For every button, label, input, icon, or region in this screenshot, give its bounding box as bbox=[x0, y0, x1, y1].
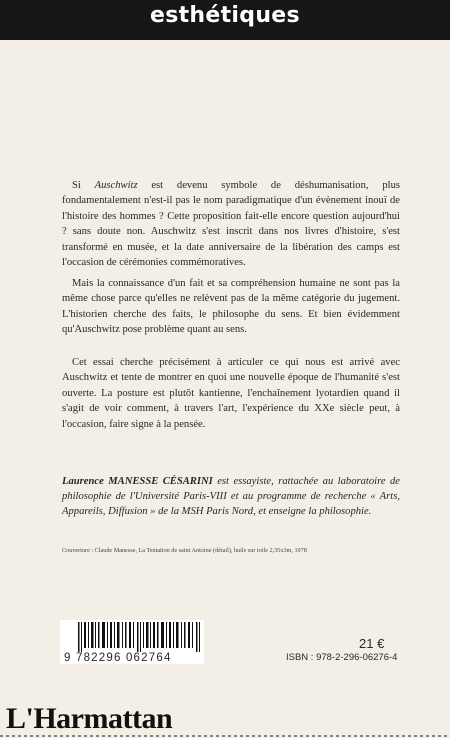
author-description: est essayiste, rattachée au laboratoire de philosophie de l'Université Paris-VIII et au programme de recherche « Arts, Appareils, Diffusion » de la MSH Paris Nord, et enseigne la philosophie. bbox=[62, 476, 400, 518]
barcode-icon bbox=[78, 622, 202, 652]
series-banner bbox=[0, 0, 450, 40]
paragraph-1 bbox=[62, 178, 400, 270]
barcode-number: 9 782296 062764 bbox=[64, 652, 204, 664]
series-title: esthétiques bbox=[150, 3, 300, 28]
price: 21 € bbox=[359, 636, 385, 651]
bottom-border bbox=[0, 734, 450, 738]
p1-rest: est devenu symbole de déshumanisation, plus fondamentalement n'est-il pas le nom paradigmatique d'un évènement inouï de l'histoire des hommes ? Cette proposition fait-elle encore question aujourd'hui ? sans doute non. Auschwitz s'est inscrit dans nos livres d'histoire, s'est transformé en musée, et la date anniversaire de la libération des camps est l'occasion de cérémonies commémoratives. bbox=[62, 180, 400, 269]
author-bio bbox=[62, 474, 400, 520]
paragraph-3: Cet essai cherche précisément à articuler ce qui nous est arrivé avec Auschwitz et tente de montrer en quoi une nouvelle époque de l'humanité s'est ouverte. La posture est plutôt kantienne, l'enchaînement lyotardien quand il s'agit de voir comment, à travers l'art, l'expérience du XXe siècle peut, à l'occasion, faire signe à la pensée. bbox=[62, 357, 400, 430]
paragraph-2: Mais la connaissance d'un fait et sa compréhension humaine ne sont pas la même chose parce qu'elles ne relèvent pas de la même catégorie du jugement. L'historien cherche des faits, le philosophe du sens. Et bien évidemment qu'Auschwitz pose problème quant au sens. bbox=[62, 278, 400, 336]
isbn: ISBN : 978-2-296-06276-4 bbox=[286, 652, 398, 663]
p1-italic-term: Auschwitz bbox=[94, 180, 138, 191]
author-name: Laurence MANESSE CÉSARINI bbox=[62, 476, 213, 487]
publisher-logo: L'Harmattan bbox=[6, 702, 173, 735]
p1-start: Si bbox=[72, 180, 95, 191]
cover-credit: Couverture : Claude Manesse, La Tentation de saint Antoine (détail), huile sur toile 2,35x3m, 1978 bbox=[62, 547, 307, 554]
